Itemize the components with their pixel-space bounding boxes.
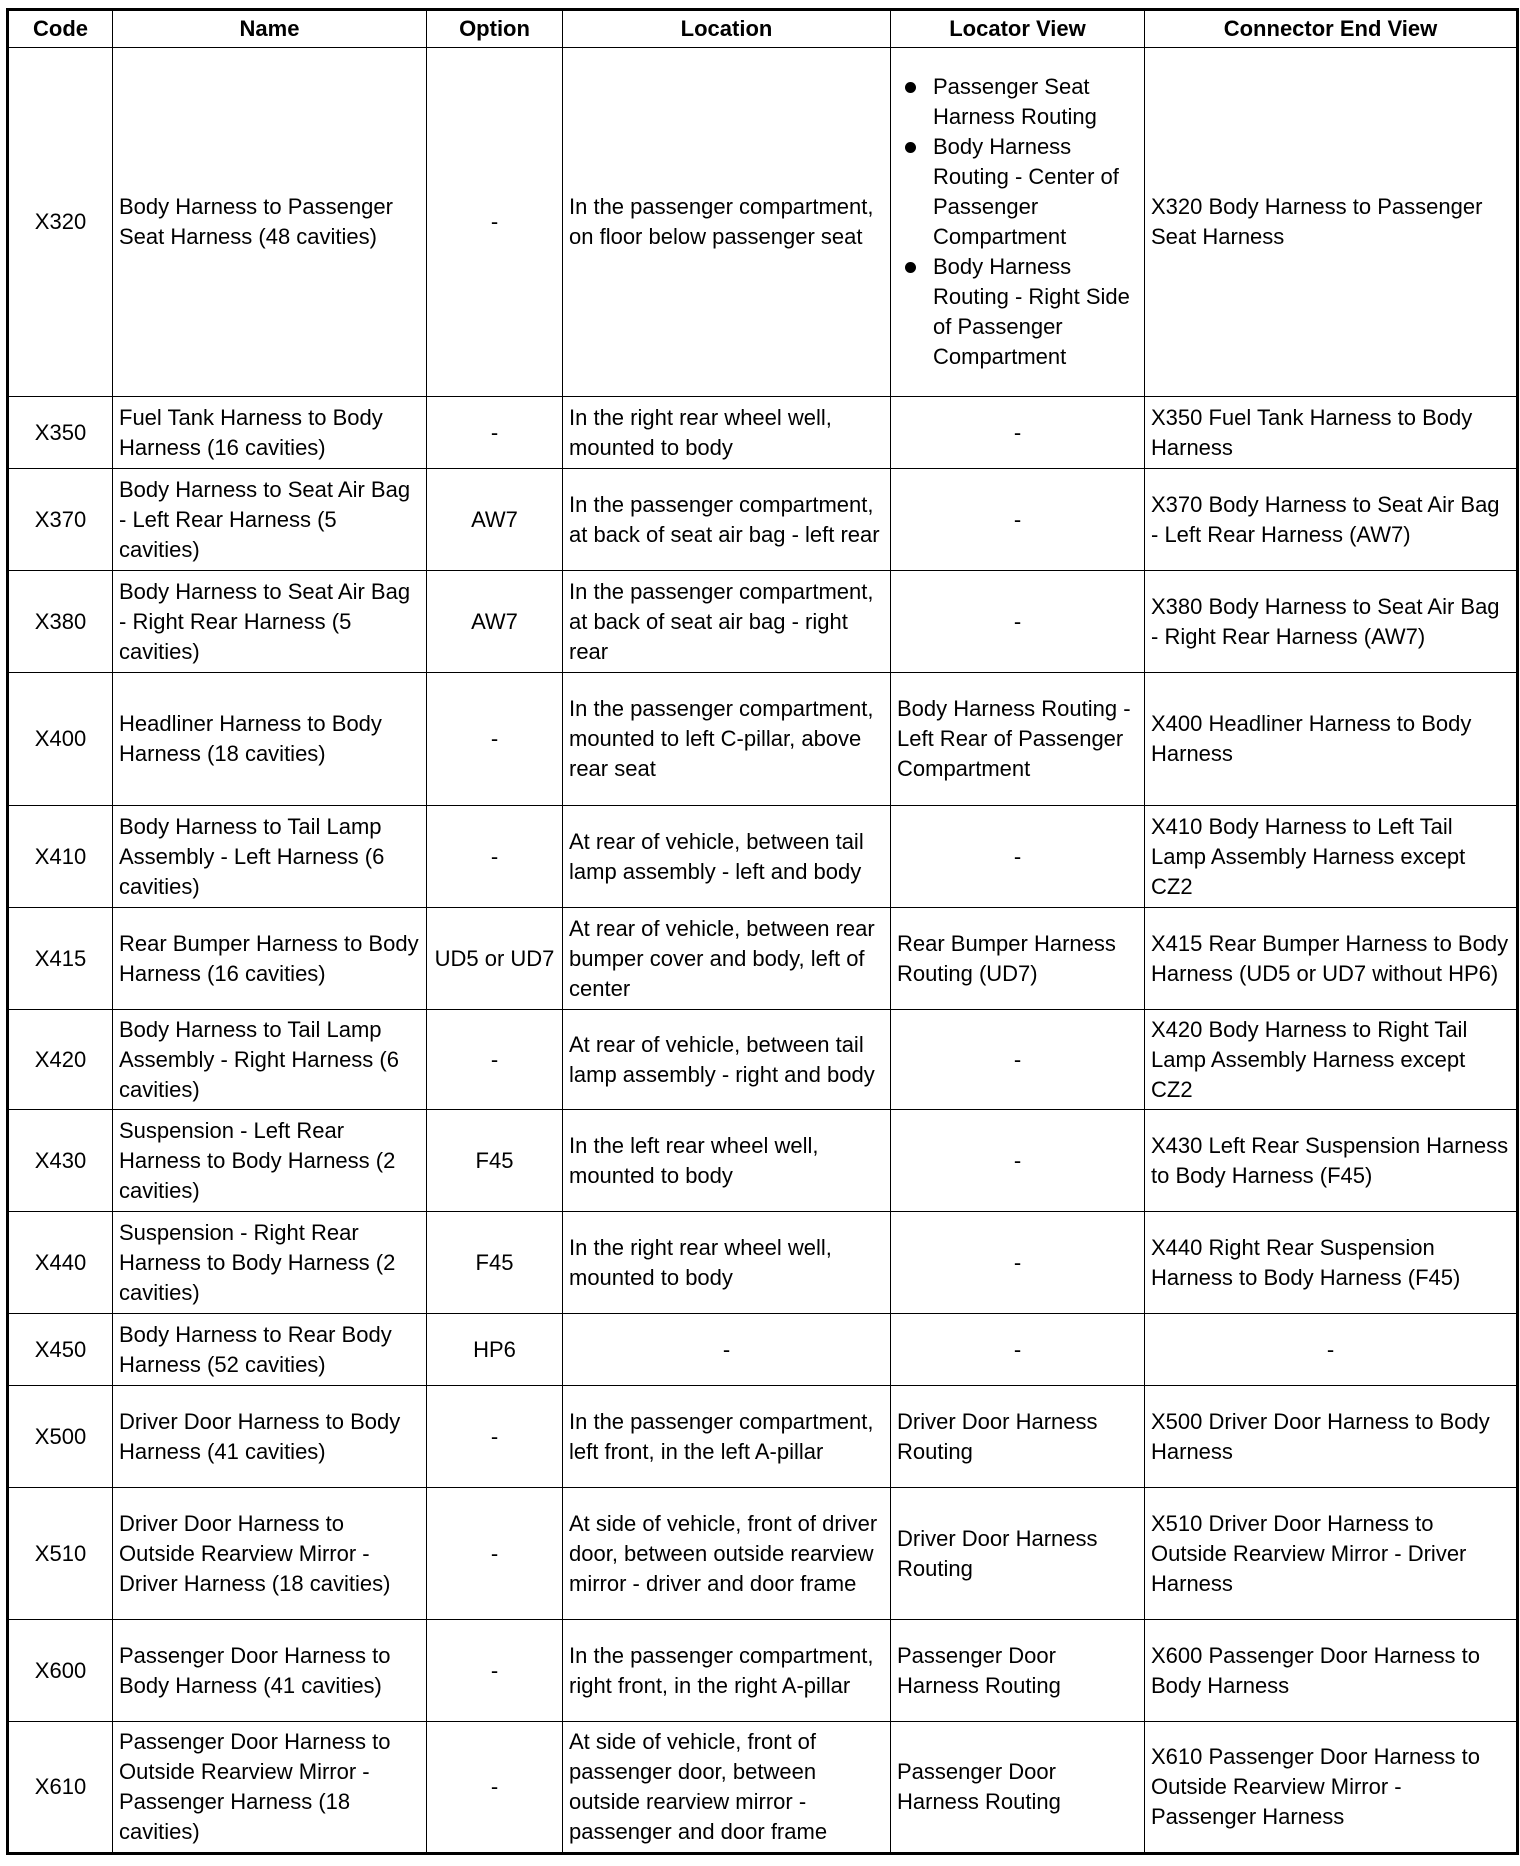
- cell-location: -: [563, 1314, 891, 1386]
- cell-option: -: [427, 1010, 563, 1110]
- cell-option: HP6: [427, 1314, 563, 1386]
- cell-location: In the passenger compartment, at back of seat air bag - right rear: [563, 571, 891, 673]
- cell-code: X320: [8, 48, 113, 397]
- cell-option: -: [427, 673, 563, 806]
- table-row: [8, 397, 1518, 469]
- cell-option: F45: [427, 1212, 563, 1314]
- table-row: [8, 1314, 1518, 1386]
- cell-name: Body Harness to Tail Lamp Assembly - Left Harness (6 cavities): [113, 806, 427, 908]
- cell-name: Suspension - Left Rear Harness to Body Harness (2 cavities): [113, 1110, 427, 1212]
- locator-list: [897, 72, 1138, 372]
- cell-option: -: [427, 48, 563, 397]
- cell-location: In the passenger compartment, on floor below passenger seat: [563, 48, 891, 397]
- cell-option: F45: [427, 1110, 563, 1212]
- table-row: [8, 1212, 1518, 1314]
- cell-locator: -: [891, 571, 1145, 673]
- header-name: Name: [113, 10, 427, 48]
- cell-name: Body Harness to Seat Air Bag - Right Rear Harness (5 cavities): [113, 571, 427, 673]
- cell-code: X410: [8, 806, 113, 908]
- cell-code: X370: [8, 469, 113, 571]
- cell-code: X400: [8, 673, 113, 806]
- locator-item: Passenger Seat Harness Routing: [933, 72, 1138, 132]
- cell-code: X430: [8, 1110, 113, 1212]
- cell-option: -: [427, 397, 563, 469]
- cell-option: AW7: [427, 469, 563, 571]
- table-row: [8, 1386, 1518, 1488]
- table-row: [8, 1488, 1518, 1620]
- cell-locator: -: [891, 397, 1145, 469]
- cell-name: Body Harness to Passenger Seat Harness (48 cavities): [113, 48, 427, 397]
- cell-option: -: [427, 1386, 563, 1488]
- cell-option: -: [427, 1722, 563, 1854]
- cell-code: X440: [8, 1212, 113, 1314]
- cell-option: AW7: [427, 571, 563, 673]
- cell-code: X380: [8, 571, 113, 673]
- cell-option: -: [427, 806, 563, 908]
- table-row: [8, 469, 1518, 571]
- cell-location: At rear of vehicle, between tail lamp assembly - left and body: [563, 806, 891, 908]
- table-row: [8, 1620, 1518, 1722]
- cell-code: X415: [8, 908, 113, 1010]
- cell-locator: Driver Door Harness Routing: [891, 1386, 1145, 1488]
- cell-name: Rear Bumper Harness to Body Harness (16 cavities): [113, 908, 427, 1010]
- cell-locator: Passenger Door Harness Routing: [891, 1722, 1145, 1854]
- cell-name: Driver Door Harness to Body Harness (41 cavities): [113, 1386, 427, 1488]
- cell-locator: [891, 48, 1145, 397]
- cell-locator: Rear Bumper Harness Routing (UD7): [891, 908, 1145, 1010]
- cell-name: Driver Door Harness to Outside Rearview Mirror - Driver Harness (18 cavities): [113, 1488, 427, 1620]
- cell-option: UD5 or UD7: [427, 908, 563, 1010]
- header-code: Code: [8, 10, 113, 48]
- cell-connector: X440 Right Rear Suspension Harness to Body Harness (F45): [1145, 1212, 1518, 1314]
- header-option: Option: [427, 10, 563, 48]
- cell-location: At side of vehicle, front of passenger door, between outside rearview mirror - passenger and door frame: [563, 1722, 891, 1854]
- table-row: [8, 1722, 1518, 1854]
- cell-location: In the passenger compartment, mounted to left C-pillar, above rear seat: [563, 673, 891, 806]
- cell-name: Body Harness to Tail Lamp Assembly - Right Harness (6 cavities): [113, 1010, 427, 1110]
- locator-item: Body Harness Routing - Center of Passenger Compartment: [933, 132, 1138, 252]
- cell-connector: X320 Body Harness to Passenger Seat Harness: [1145, 48, 1518, 397]
- cell-name: Passenger Door Harness to Outside Rearview Mirror - Passenger Harness (18 cavities): [113, 1722, 427, 1854]
- cell-name: Headliner Harness to Body Harness (18 cavities): [113, 673, 427, 806]
- cell-location: At rear of vehicle, between tail lamp assembly - right and body: [563, 1010, 891, 1110]
- cell-locator: Body Harness Routing - Left Rear of Passenger Compartment: [891, 673, 1145, 806]
- cell-name: Fuel Tank Harness to Body Harness (16 cavities): [113, 397, 427, 469]
- cell-option: -: [427, 1620, 563, 1722]
- cell-code: X610: [8, 1722, 113, 1854]
- header-row: [8, 10, 1518, 48]
- cell-connector: X410 Body Harness to Left Tail Lamp Assembly Harness except CZ2: [1145, 806, 1518, 908]
- locator-item: Body Harness Routing - Right Side of Passenger Compartment: [933, 252, 1138, 372]
- cell-locator: -: [891, 1110, 1145, 1212]
- cell-connector: X610 Passenger Door Harness to Outside Rearview Mirror - Passenger Harness: [1145, 1722, 1518, 1854]
- table-row: [8, 1010, 1518, 1110]
- cell-connector: -: [1145, 1314, 1518, 1386]
- cell-connector: X510 Driver Door Harness to Outside Rearview Mirror - Driver Harness: [1145, 1488, 1518, 1620]
- cell-location: In the left rear wheel well, mounted to body: [563, 1110, 891, 1212]
- cell-code: X500: [8, 1386, 113, 1488]
- cell-locator: -: [891, 1314, 1145, 1386]
- cell-location: At rear of vehicle, between rear bumper cover and body, left of center: [563, 908, 891, 1010]
- cell-connector: X415 Rear Bumper Harness to Body Harness (UD5 or UD7 without HP6): [1145, 908, 1518, 1010]
- header-locator-view: Locator View: [891, 10, 1145, 48]
- table-row: [8, 806, 1518, 908]
- connector-table: [6, 8, 1519, 1855]
- cell-locator: -: [891, 806, 1145, 908]
- header-location: Location: [563, 10, 891, 48]
- cell-location: In the right rear wheel well, mounted to body: [563, 1212, 891, 1314]
- cell-locator: Passenger Door Harness Routing: [891, 1620, 1145, 1722]
- cell-option: -: [427, 1488, 563, 1620]
- cell-locator: -: [891, 1212, 1145, 1314]
- cell-name: Suspension - Right Rear Harness to Body Harness (2 cavities): [113, 1212, 427, 1314]
- header-connector-end-view: Connector End View: [1145, 10, 1518, 48]
- cell-location: At side of vehicle, front of driver door, between outside rearview mirror - driver and door frame: [563, 1488, 891, 1620]
- cell-connector: X400 Headliner Harness to Body Harness: [1145, 673, 1518, 806]
- cell-code: X510: [8, 1488, 113, 1620]
- cell-name: Body Harness to Seat Air Bag - Left Rear Harness (5 cavities): [113, 469, 427, 571]
- cell-name: Body Harness to Rear Body Harness (52 cavities): [113, 1314, 427, 1386]
- table-row: [8, 48, 1518, 397]
- cell-connector: X380 Body Harness to Seat Air Bag - Right Rear Harness (AW7): [1145, 571, 1518, 673]
- cell-connector: X350 Fuel Tank Harness to Body Harness: [1145, 397, 1518, 469]
- cell-connector: X420 Body Harness to Right Tail Lamp Assembly Harness except CZ2: [1145, 1010, 1518, 1110]
- cell-code: X350: [8, 397, 113, 469]
- cell-code: X450: [8, 1314, 113, 1386]
- cell-locator: -: [891, 1010, 1145, 1110]
- cell-code: X420: [8, 1010, 113, 1110]
- cell-location: In the passenger compartment, left front, in the left A-pillar: [563, 1386, 891, 1488]
- cell-connector: X500 Driver Door Harness to Body Harness: [1145, 1386, 1518, 1488]
- cell-name: Passenger Door Harness to Body Harness (41 cavities): [113, 1620, 427, 1722]
- cell-connector: X430 Left Rear Suspension Harness to Body Harness (F45): [1145, 1110, 1518, 1212]
- cell-locator: -: [891, 469, 1145, 571]
- cell-connector: X370 Body Harness to Seat Air Bag - Left Rear Harness (AW7): [1145, 469, 1518, 571]
- cell-location: In the passenger compartment, right front, in the right A-pillar: [563, 1620, 891, 1722]
- cell-connector: X600 Passenger Door Harness to Body Harness: [1145, 1620, 1518, 1722]
- cell-code: X600: [8, 1620, 113, 1722]
- cell-location: In the passenger compartment, at back of seat air bag - left rear: [563, 469, 891, 571]
- table-row: [8, 908, 1518, 1010]
- cell-location: In the right rear wheel well, mounted to body: [563, 397, 891, 469]
- table-row: [8, 1110, 1518, 1212]
- cell-locator: Driver Door Harness Routing: [891, 1488, 1145, 1620]
- table-row: [8, 673, 1518, 806]
- table-row: [8, 571, 1518, 673]
